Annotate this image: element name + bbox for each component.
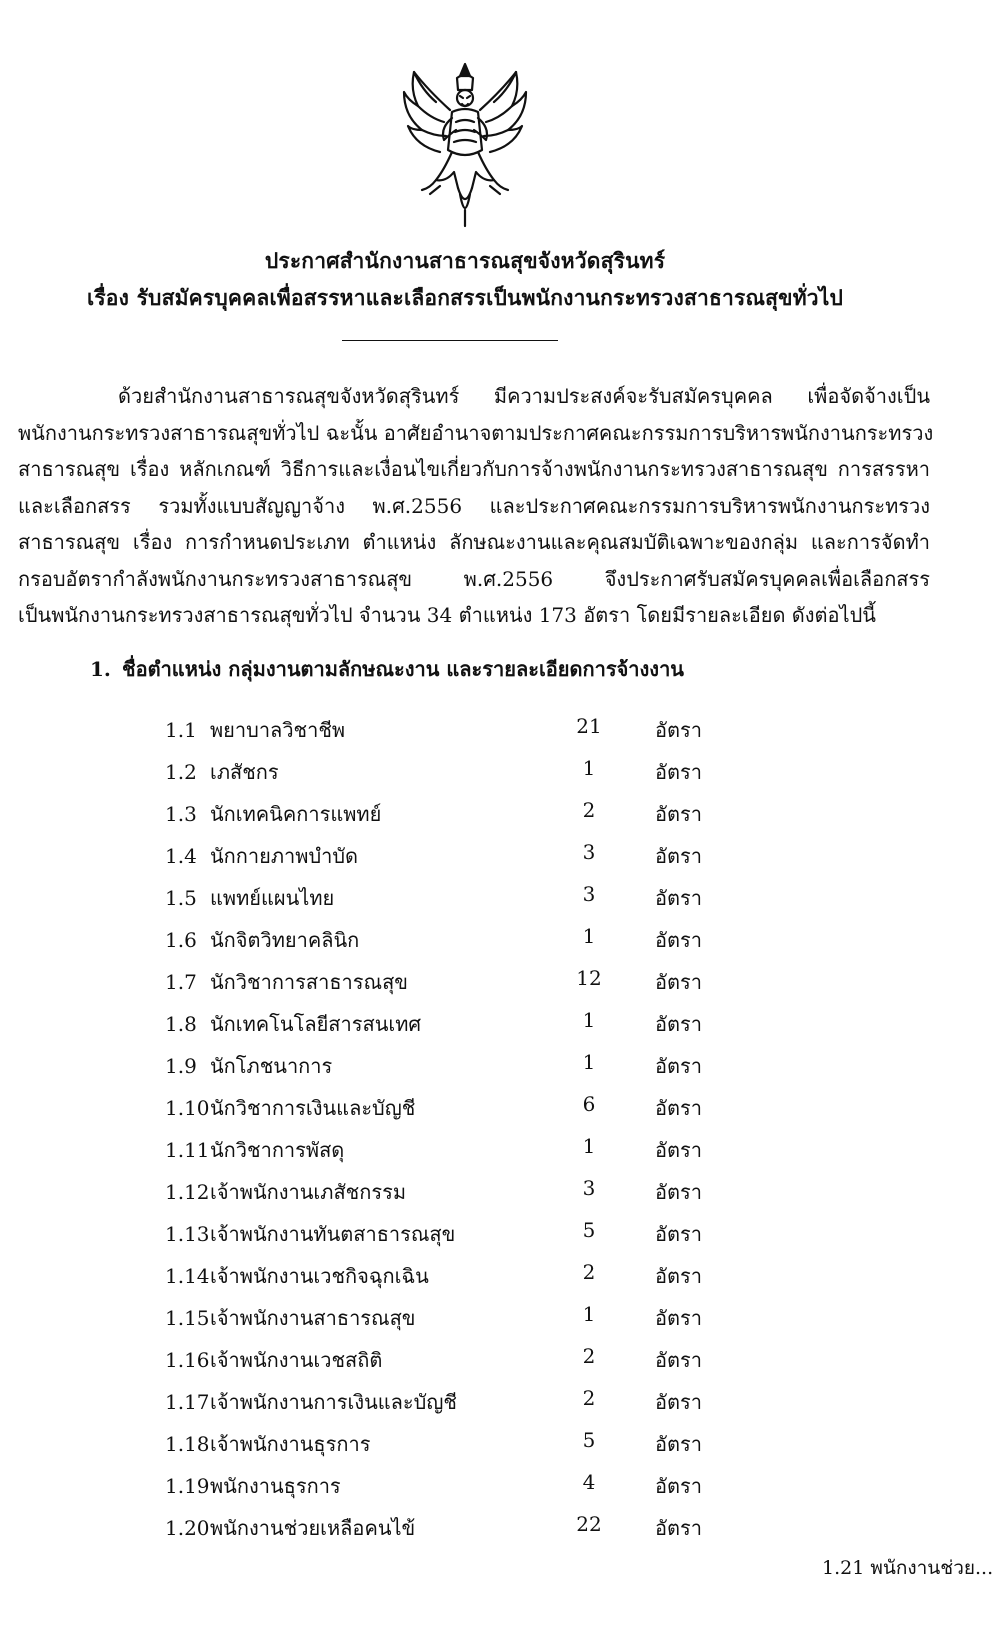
list-item [165,1470,702,1500]
position-code: 1.5 [165,886,197,910]
position-name: เจ้าพนักงานการเงินและบัญชี [210,1390,457,1414]
list-item [165,798,702,828]
list-item [165,1176,702,1206]
position-unit: อัตรา [655,1432,702,1456]
position-count: 1 [582,1008,596,1032]
position-name: นักวิชาการพัสดุ [210,1138,345,1162]
position-count: 5 [582,1218,596,1242]
garuda-emblem-icon [400,60,530,230]
position-name: นักกายภาพบำบัด [210,844,359,868]
position-unit: อัตรา [655,1390,702,1414]
section-number: 1. [90,657,111,681]
position-unit: อัตรา [655,718,702,742]
position-name: นักเทคนิคการแพทย์ [210,802,382,826]
position-name: นักจิตวิทยาคลินิก [210,928,360,952]
position-code: 1.10 [165,1096,210,1120]
position-count: 22 [576,1512,602,1536]
position-count: 6 [582,1092,596,1116]
position-code: 1.19 [165,1474,210,1498]
position-code: 1.7 [165,970,197,994]
section-title: ชื่อตำแหน่ง กลุ่มงานตามลักษณะงาน และรายละเอียดการจ้างงาน [122,657,684,681]
list-item [165,756,702,786]
intro-line: และเลือกสรร รวมทั้งแบบสัญญาจ้าง พ.ศ.2556 และประกาศคณะกรรมการบริหารพนักงานกระทรวง [18,493,930,518]
intro-line: พนักงานกระทรวงสาธารณสุขทั่วไป ฉะนั้น อาศัยอำนาจตามประกาศคณะกรรมการบริหารพนักงานกระทรวง [18,420,934,445]
section-heading [90,653,684,685]
position-name: นักเทคโนโลยีสารสนเทศ [210,1012,422,1036]
position-code: 1.15 [165,1306,210,1330]
position-name: เจ้าพนักงานธุรการ [210,1432,371,1456]
position-count: 2 [582,798,596,822]
position-code: 1.1 [165,718,197,742]
position-count: 12 [576,966,602,990]
position-unit: อัตรา [655,1096,702,1120]
position-code: 1.8 [165,1012,197,1036]
list-item [165,1092,702,1122]
position-count: 5 [582,1428,596,1452]
position-count: 1 [582,1050,596,1074]
position-name: พยาบาลวิชาชีพ [210,718,346,742]
list-item [165,1260,702,1290]
position-code: 1.13 [165,1222,210,1246]
position-count: 3 [582,840,596,864]
position-unit: อัตรา [655,802,702,826]
position-count: 1 [582,1302,596,1326]
list-item [165,1050,702,1080]
position-count: 4 [582,1470,596,1494]
intro-line: เป็นพนักงานกระทรวงสาธารณสุขทั่วไป จำนวน 34 ตำแหน่ง 173 อัตรา โดยมีรายละเอียด ดังต่อไปนี้ [18,603,876,627]
position-unit: อัตรา [655,1264,702,1288]
position-unit: อัตรา [655,844,702,868]
page-continuation: 1.21 พนักงานช่วย... [822,1557,994,1579]
position-code: 1.17 [165,1390,210,1414]
position-unit: อัตรา [655,1348,702,1372]
intro-line: สาธารณสุข เรื่อง หลักเกณฑ์ วิธีการและเงื่อนไขเกี่ยวกับการจ้างพนักงานกระทรวงสาธารณสุข การสรรหา [18,457,930,481]
position-unit: อัตรา [655,1474,702,1498]
list-item [165,1218,702,1248]
position-code: 1.14 [165,1264,210,1288]
list-item [165,1134,702,1164]
list-item [165,966,702,996]
position-code: 1.16 [165,1348,210,1372]
position-count: 1 [582,924,596,948]
position-unit: อัตรา [655,928,702,952]
intro-paragraph [18,378,934,634]
position-code: 1.3 [165,802,197,826]
position-code: 1.9 [165,1054,197,1078]
position-unit: อัตรา [655,1516,702,1540]
position-code: 1.12 [165,1180,210,1204]
list-item [165,924,702,954]
position-count: 1 [582,756,596,780]
position-name: นักวิชาการสาธารณสุข [210,970,408,994]
position-count: 3 [582,882,596,906]
position-count: 1 [582,1134,596,1158]
title-divider [342,340,558,341]
position-count: 2 [582,1344,596,1368]
position-name: แพทย์แผนไทย [210,886,335,910]
position-unit: อัตรา [655,760,702,784]
intro-line: ด้วยสำนักงานสาธารณสุขจังหวัดสุรินทร์ มีความประสงค์จะรับสมัครบุคคล เพื่อจัดจ้างเป็น [118,384,930,408]
list-item [165,840,702,870]
position-unit: อัตรา [655,1012,702,1036]
intro-line: กรอบอัตรากำลังพนักงานกระทรวงสาธารณสุข พ.ศ.2556 จึงประกาศรับสมัครบุคคลเพื่อเลือกสรร [18,566,930,591]
position-code: 1.20 [165,1516,210,1540]
position-code: 1.2 [165,760,197,784]
position-unit: อัตรา [655,970,702,994]
position-name: นักวิชาการเงินและบัญชี [210,1096,416,1120]
list-item [165,714,702,744]
position-unit: อัตรา [655,1222,702,1246]
position-unit: อัตรา [655,886,702,910]
position-name: เจ้าพนักงานสาธารณสุข [210,1306,416,1330]
position-unit: อัตรา [655,1138,702,1162]
position-count: 2 [582,1386,596,1410]
position-unit: อัตรา [655,1054,702,1078]
list-item [165,1428,702,1458]
position-code: 1.18 [165,1432,210,1456]
list-item [165,1008,702,1038]
list-item [165,1344,702,1374]
position-count: 2 [582,1260,596,1284]
list-item [165,1512,702,1542]
position-name: เจ้าพนักงานเภสัชกรรม [210,1180,406,1204]
position-count: 3 [582,1176,596,1200]
announcement-subject: เรื่อง รับสมัครบุคคลเพื่อสรรหาและเลือกสรรเป็นพนักงานกระทรวงสาธารณสุขทั่วไป [86,285,844,310]
position-code: 1.11 [165,1138,210,1162]
position-count: 21 [576,714,602,738]
position-name: นักโภชนาการ [210,1054,333,1078]
position-name: เจ้าพนักงานเวชกิจฉุกเฉิน [210,1264,429,1288]
intro-line: สาธารณสุข เรื่อง การกำหนดประเภท ตำแหน่ง ลักษณะงานและคุณสมบัติเฉพาะของกลุ่ม และการจัดทำ [18,530,930,554]
position-name: เภสัชกร [210,760,279,784]
position-name: เจ้าพนักงานเวชสถิติ [210,1348,383,1372]
position-name: พนักงานช่วยเหลือคนไข้ [210,1516,416,1540]
list-item [165,1386,702,1416]
position-code: 1.4 [165,844,197,868]
announcement-title: ประกาศสำนักงานสาธารณสุขจังหวัดสุรินทร์ [264,248,666,273]
position-name: พนักงานธุรการ [210,1474,341,1498]
position-name: เจ้าพนักงานทันตสาธารณสุข [210,1222,456,1246]
position-code: 1.6 [165,928,197,952]
list-item [165,1302,702,1332]
position-unit: อัตรา [655,1306,702,1330]
list-item [165,882,702,912]
position-unit: อัตรา [655,1180,702,1204]
